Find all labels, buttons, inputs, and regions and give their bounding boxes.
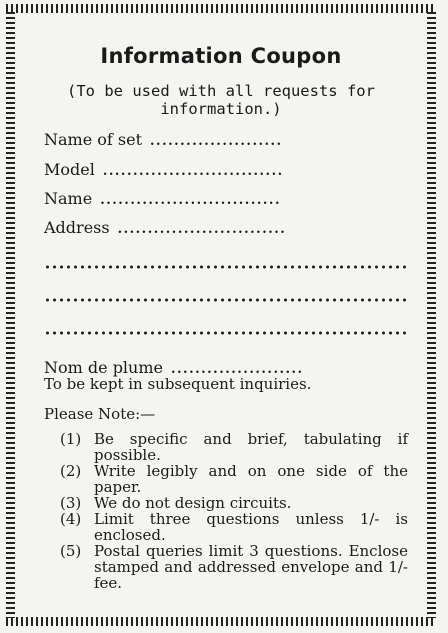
name-dots: ..............................	[100, 193, 281, 208]
name-of-set-field[interactable]	[44, 130, 408, 150]
note-number: (1)	[60, 430, 82, 448]
coupon-title: Information Coupon	[100, 44, 342, 68]
note-item	[60, 463, 408, 495]
left-border-rule	[6, 12, 15, 618]
note-item	[60, 511, 408, 543]
address-dots: ............................	[117, 222, 287, 237]
nom-de-plume-dots: ......................	[171, 362, 304, 377]
subtitle-line-2: information.)	[160, 100, 282, 118]
address-line-4[interactable]	[44, 330, 408, 336]
note-item	[60, 431, 408, 463]
model-label: Model	[44, 160, 95, 179]
coupon-body	[20, 18, 422, 612]
note-number: (2)	[60, 462, 82, 480]
note-text: Limit three questions unless 1/- is enclosed.	[94, 510, 408, 544]
note-item	[60, 543, 408, 591]
name-field[interactable]	[44, 189, 408, 209]
bottom-border-rule	[6, 617, 436, 626]
top-border-rule	[6, 4, 436, 13]
name-of-set-label: Name of set	[44, 130, 143, 149]
note-number: (4)	[60, 510, 82, 528]
coupon-subtitle	[20, 82, 422, 118]
address-line-3[interactable]	[44, 297, 408, 303]
subtitle-line-1: (To be used with all requests for	[67, 82, 375, 100]
note-item	[60, 495, 408, 511]
address-label: Address	[44, 218, 110, 237]
nom-de-plume-label: Nom de plume	[44, 358, 163, 377]
notes-list	[60, 431, 408, 591]
name-label: Name	[44, 189, 93, 208]
model-field[interactable]	[44, 160, 408, 180]
address-line-2[interactable]	[44, 264, 408, 270]
note-text: Be specific and brief, tabulating if possible.	[94, 430, 408, 464]
note-text: Postal queries limit 3 questions. Enclose stamped and addressed envelope and 1/- fee.	[94, 542, 408, 592]
kept-note: To be kept in subsequent inquiries.	[44, 375, 312, 393]
information-coupon	[6, 4, 436, 626]
note-text: We do not design circuits.	[94, 494, 292, 512]
address-field[interactable]	[44, 218, 408, 238]
right-border-rule	[427, 12, 436, 618]
note-number: (5)	[60, 542, 82, 560]
note-text: Write legibly and on one side of the paper.	[94, 462, 408, 496]
name-of-set-dots: ......................	[150, 134, 283, 149]
please-note-heading: Please Note:—	[44, 405, 156, 423]
model-dots: ..............................	[102, 164, 284, 179]
note-number: (3)	[60, 494, 82, 512]
